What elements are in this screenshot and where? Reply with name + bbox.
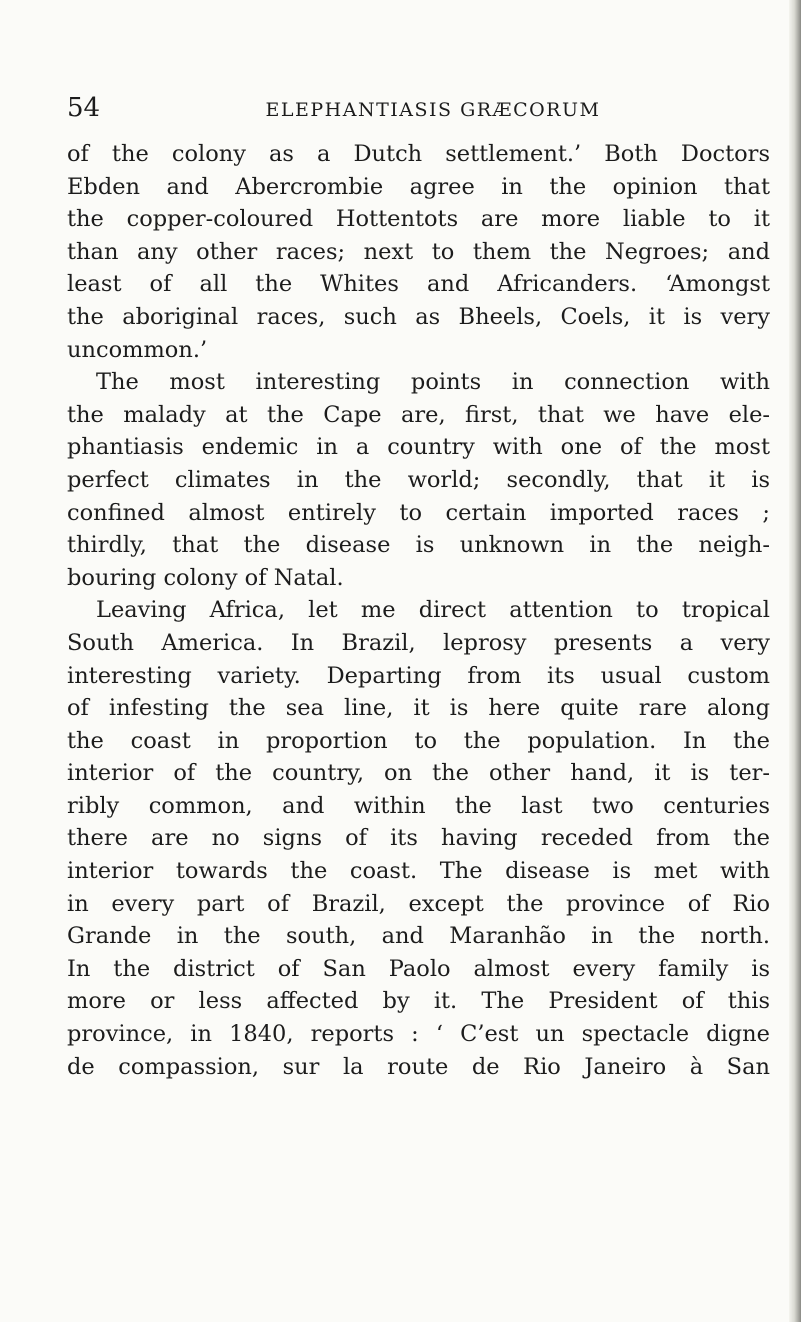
text-line: thirdly, that the disease is unknown in the neigh- [67,532,770,559]
text-line: perfect climates in the world; secondly, that it is [67,466,770,493]
text-line: than any other races; next to them the Negroes; and [67,238,770,265]
text-line: Grande in the south, and Maranhão in the north. [67,923,770,950]
text-line: there are no signs of its having receded from the [67,825,770,852]
text-line: the malady at the Cape are, first, that we have ele- [67,401,770,428]
text-line: de compassion, sur la route de Rio Janeiro à San [67,1053,770,1080]
running-title: ELEPHANTIASIS GRÆCORUM [265,99,601,121]
text-line: phantiasis endemic in a country with one of the most [67,434,770,461]
text-line: of the colony as a Dutch settlement.’ Both Doctors [67,141,770,167]
text-line: the copper-coloured Hottentots are more liable to it [67,206,770,233]
body-text [67,138,770,1083]
text-line: Leaving Africa, let me direct attention to tropical [96,597,770,624]
text-line: province, in 1840, reports : ‘ C’est un spectacle digne [67,1021,770,1048]
text-line: The most interesting points in connection with [96,369,770,396]
text-line: confined almost entirely to certain imported races ; [67,499,770,526]
text-line: of infesting the sea line, it is here quite rare along [67,695,770,722]
text-line: the coast in proportion to the population. In the [67,727,770,754]
text-line: South America. In Brazil, leprosy presents a very [67,629,770,656]
text-line: in every part of Brazil, except the province of Rio [67,890,770,917]
text-line: interesting variety. Departing from its usual custom [67,662,770,689]
text-line: In the district of San Paolo almost every family is [67,955,770,982]
running-head [67,92,767,124]
text-line: interior of the country, on the other hand, it is ter- [67,760,770,787]
text-line: Ebden and Abercrombie agree in the opinion that [67,173,770,200]
text-line: least of all the Whites and Africanders. ‘Amongst [67,271,770,298]
text-line: bouring colony of Natal. [67,564,344,591]
text-line: the aboriginal races, such as Bheels, Coels, it is very [67,303,770,330]
text-line: more or less affected by it. The President of this [67,988,770,1015]
text-line: uncommon.’ [67,336,208,363]
text-line: ribly common, and within the last two centuries [67,792,770,819]
page-number: 54 [67,93,101,123]
text-line: interior towards the coast. The disease is met with [67,858,770,885]
page-edge-shadow [789,0,801,1322]
